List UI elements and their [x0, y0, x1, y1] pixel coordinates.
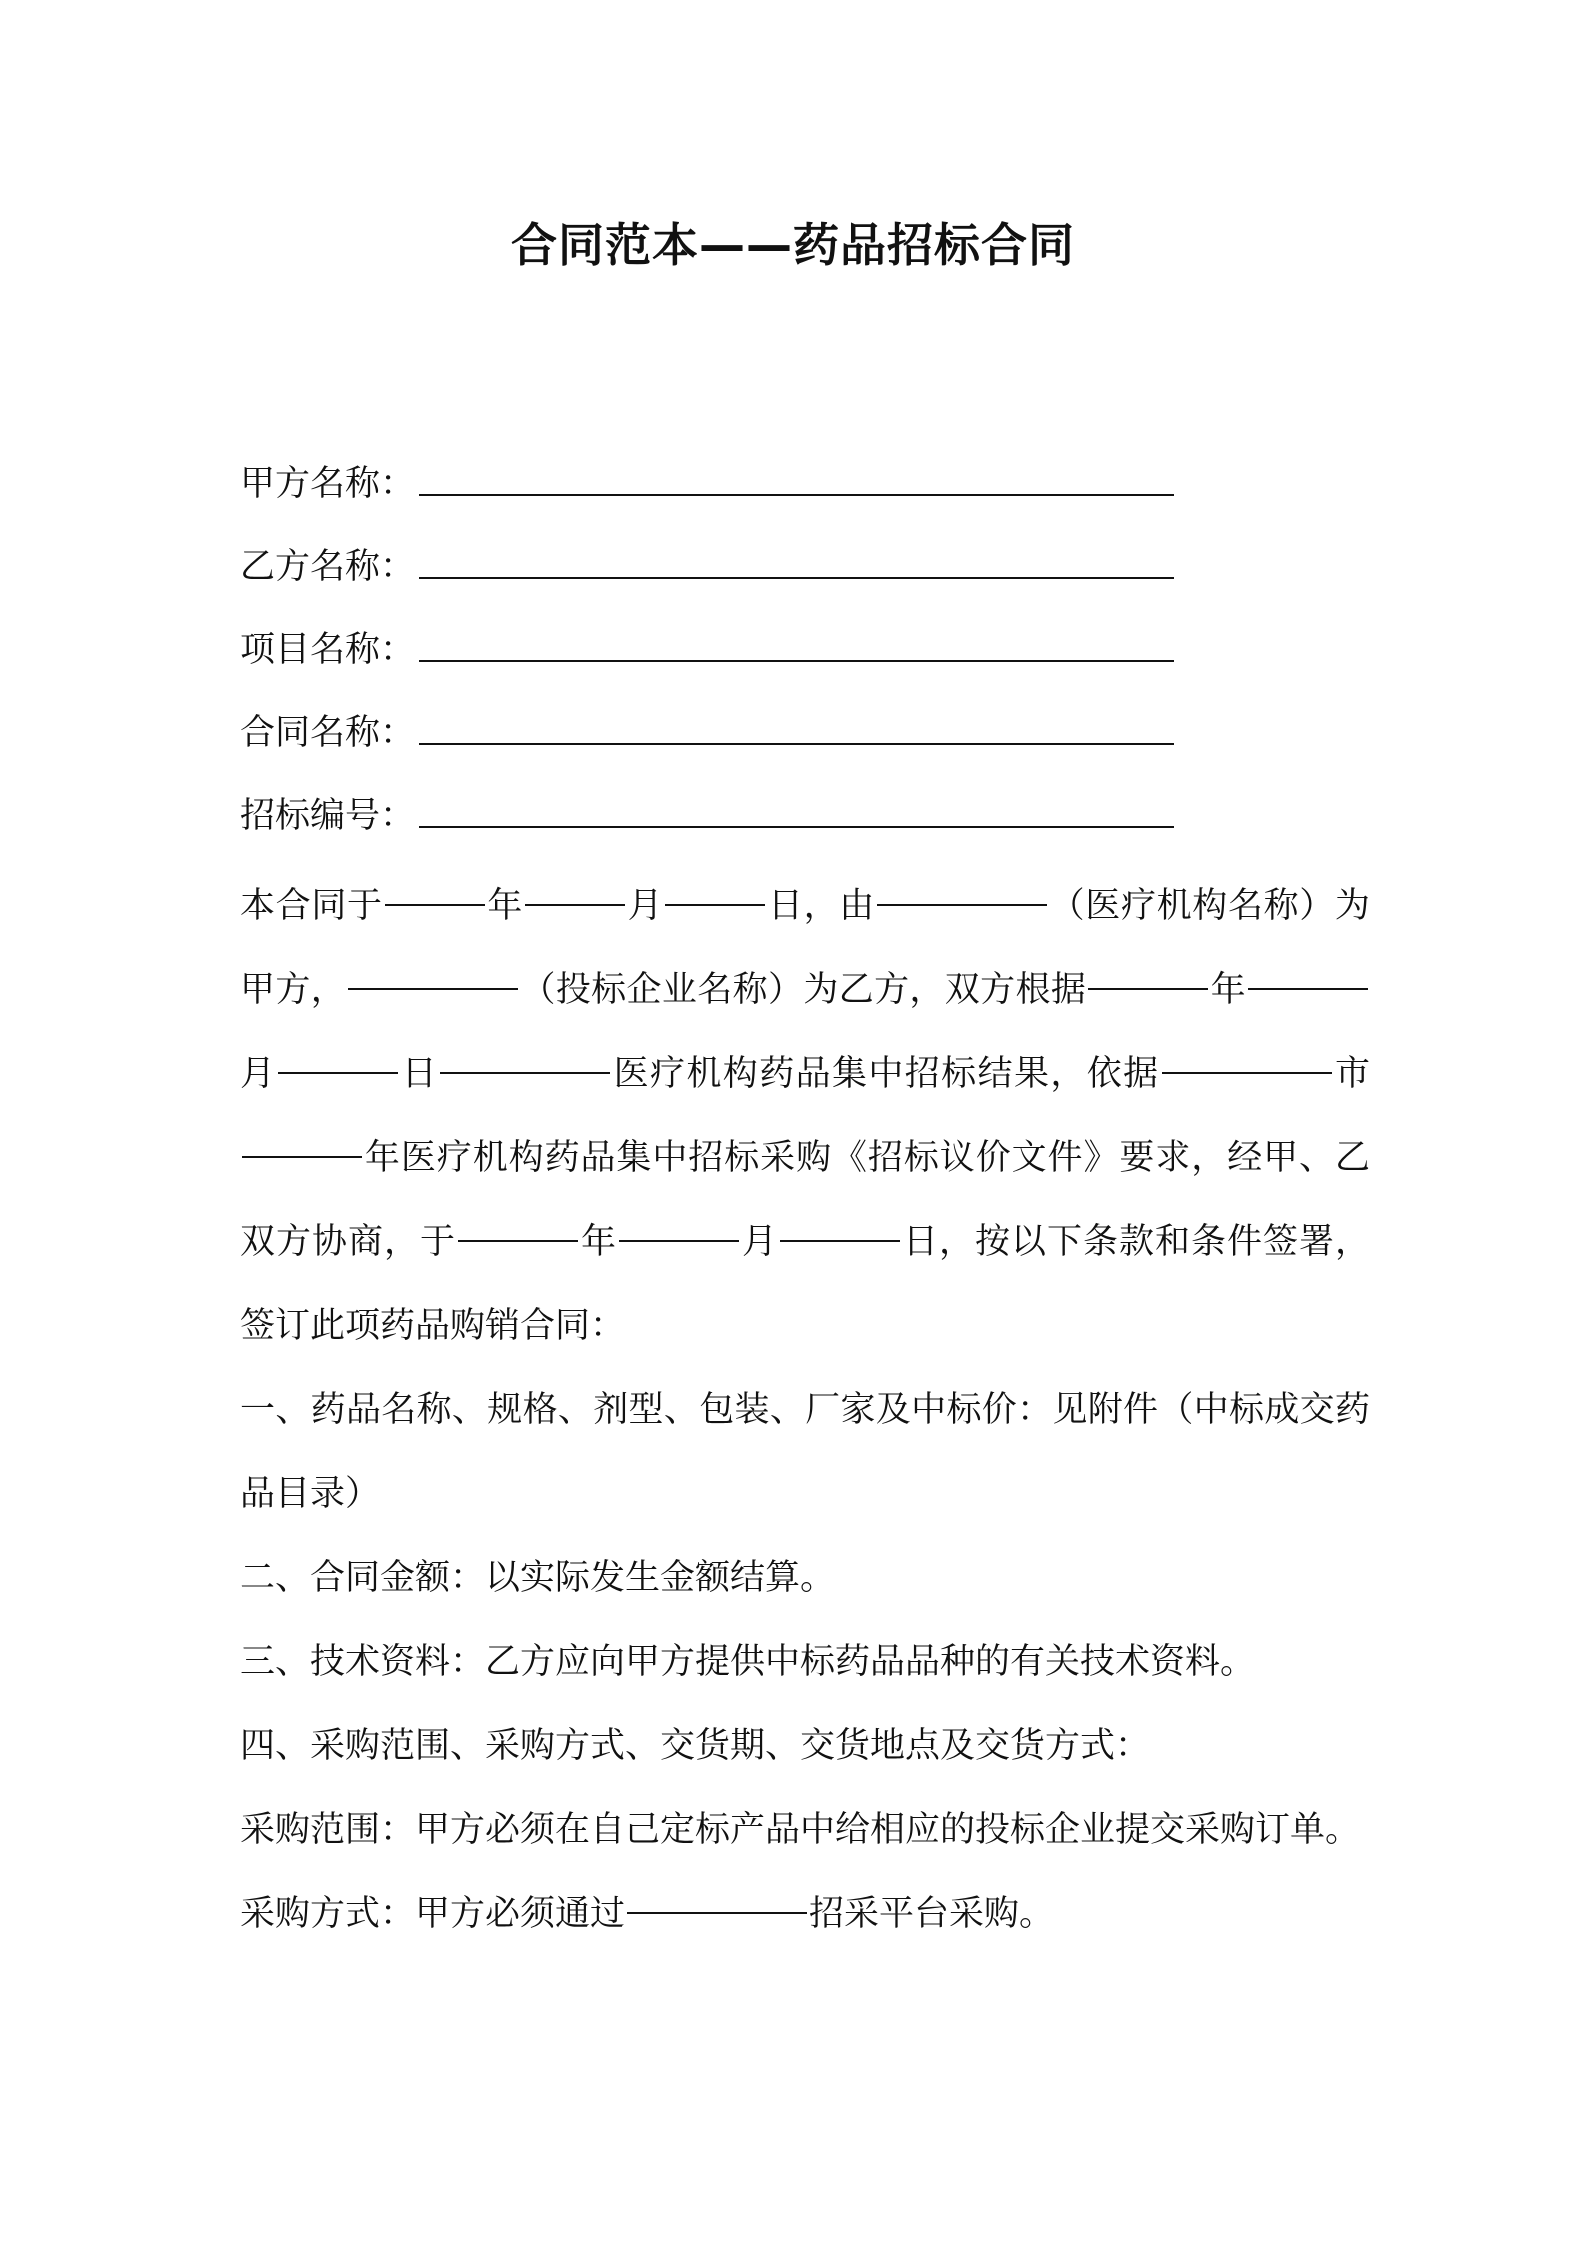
document-title: 合同范本——药品招标合同 [511, 218, 1075, 272]
clause-4: 四、采购范围、采购方式、交货期、交货地点及交货方式： [240, 1726, 1151, 1766]
preamble-text: 日 [400, 1054, 439, 1094]
preamble-text: 年 [579, 1222, 617, 1262]
preamble-text: 医疗机构药品集中招标结果，依据 [612, 1054, 1160, 1094]
contract-name-blank[interactable] [419, 703, 1174, 745]
medical-institution-blank[interactable] [877, 864, 1047, 906]
platform-blank[interactable] [627, 1872, 807, 1914]
field-label: 甲方名称： [240, 464, 416, 504]
preamble-text: （医疗机构名称）为甲方， [240, 886, 1370, 1010]
preamble-text: 年医疗机构药品集中招标采购《招标议价文件》要求，经甲、乙双方协商，于 [240, 1138, 1370, 1262]
date-day-blank[interactable] [665, 864, 765, 906]
sign-month-blank[interactable] [619, 1200, 739, 1242]
preamble-text: 日，按以下条款和条件签署，签订此项药品购销合同： [240, 1222, 1370, 1346]
date-month-blank[interactable] [525, 864, 625, 906]
party-b-name-field [240, 537, 1174, 597]
clause-2: 二、合同金额：以实际发生金额结算。 [240, 1558, 836, 1598]
field-label: 合同名称： [240, 713, 416, 753]
clause-procurement-method [240, 1872, 1370, 1956]
city-blank[interactable] [1162, 1032, 1332, 1074]
bidding-company-blank[interactable] [348, 948, 518, 990]
field-label: 乙方名称： [240, 547, 416, 587]
party-b-name-blank[interactable] [419, 537, 1174, 579]
preamble-text: 月 [740, 1222, 778, 1262]
field-label: 招标编号： [240, 796, 416, 836]
procurement-year-blank[interactable] [242, 1116, 362, 1158]
preamble-text: （投标企业名称）为乙方，双方根据 [520, 970, 1087, 1010]
clause-text: 采购方式：甲方必须通过 [240, 1894, 626, 1934]
preamble-text: 月 [626, 886, 664, 926]
preamble-paragraph [240, 864, 1370, 1368]
preamble-text: 本合同于 [240, 886, 383, 926]
region-blank[interactable] [440, 1032, 610, 1074]
party-a-name-field [240, 454, 1174, 514]
clause-3: 三、技术资料：乙方应向甲方提供中标药品品种的有关技术资料。 [240, 1642, 1256, 1682]
sign-year-blank[interactable] [458, 1200, 578, 1242]
party-a-name-blank[interactable] [419, 454, 1174, 496]
result-day-blank[interactable] [278, 1032, 398, 1074]
preamble-text: 年 [486, 886, 523, 926]
tender-number-blank[interactable] [419, 786, 1174, 828]
tender-number-field [240, 786, 1174, 846]
sign-day-blank[interactable] [780, 1200, 900, 1242]
project-name-field [240, 620, 1174, 680]
project-name-blank[interactable] [419, 620, 1174, 662]
preamble-text: 月 [240, 1054, 277, 1094]
clause-procurement-scope: 采购范围：甲方必须在自己定标产品中给相应的投标企业提交采购订单。 [240, 1810, 1361, 1850]
result-year-blank[interactable] [1088, 948, 1208, 990]
clause-text: 招采平台采购。 [809, 1894, 1055, 1934]
result-month-blank[interactable] [1248, 948, 1368, 990]
clause-1: 一、药品名称、规格、剂型、包装、厂家及中标价：见附件（中标成交药品目录） [240, 1390, 1370, 1514]
preamble-text: 日，由 [767, 886, 875, 926]
contract-name-field [240, 703, 1174, 763]
preamble-text: 市 [1333, 1054, 1370, 1094]
field-label: 项目名称： [240, 630, 416, 670]
contract-body [240, 864, 1370, 1956]
preamble-text: 年 [1210, 970, 1246, 1010]
date-year-blank[interactable] [385, 864, 485, 906]
